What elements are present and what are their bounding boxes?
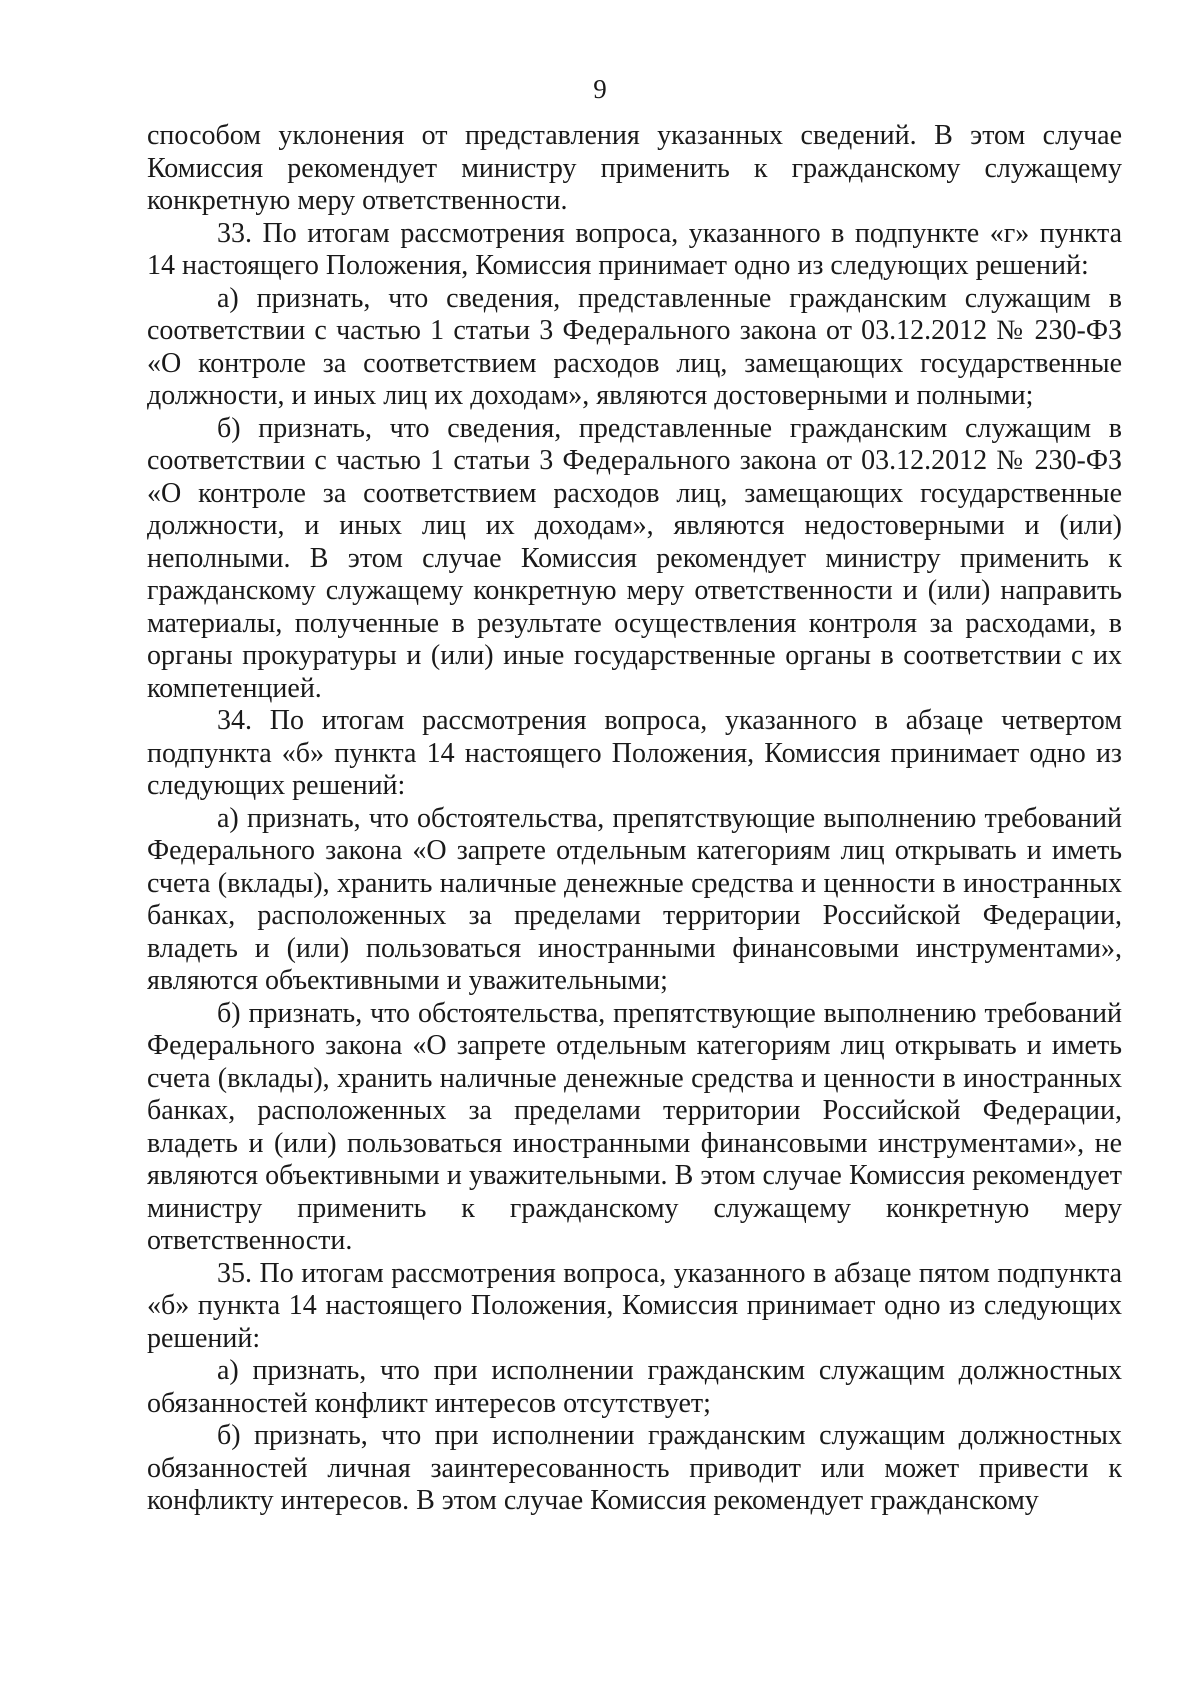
paragraph-item-35-b: б) признать, что при исполнении гражданским служащим должностных обязанностей личная заинтересованность приводит или может привести к конфликту интересов. В этом случае Комиссия рекомендует гражданскому [147,1420,1122,1516]
paragraph-item-33-a: а) признать, что сведения, представленные гражданским служащим в соответствии с частью 1 статьи 3 Федерального закона от 03.12.2012 № 230-ФЗ «О контроле за соответствием расходов лиц, замещающих государственные должности, и иных лиц их доходам», являются достоверными и полными; [147,282,1122,411]
paragraph-item-35-a: а) признать, что при исполнении гражданским служащим должностных обязанностей конфликт интересов отсутствует; [147,1355,1122,1419]
document-body [147,120,1122,1518]
paragraph-continuation: способом уклонения от представления указанных сведений. В этом случае Комиссия рекомендует министру применить к гражданскому служащему конкретную меру ответственности. [147,120,1122,216]
paragraph-item-33: 33. По итогам рассмотрения вопроса, указанного в подпункте «г» пункта 14 настоящего Положения, Комиссия принимает одно из следующих решений: [147,217,1122,281]
page-number: 9 [593,74,607,104]
paragraph-item-35: 35. По итогам рассмотрения вопроса, указанного в абзаце пятом подпункта «б» пункта 14 настоящего Положения, Комиссия принимает одно из следующих решений: [147,1257,1122,1354]
paragraph-item-34: 34. По итогам рассмотрения вопроса, указанного в абзаце четвертом подпункта «б» пункта 14 настоящего Положения, Комиссия принимает одно из следующих решений: [147,705,1122,801]
paragraph-item-34-b: б) признать, что обстоятельства, препятствующие выполнению требований Федерального закона «О запрете отдельным категориям лиц открывать и иметь счета (вклады), хранить наличные денежные средства и ценности в иностранных банках, расположенных за пределами территории Российской Федерации, владеть и (или) пользоваться иностранными финансовыми инструментами», не являются объективными и уважительными. В этом случае Комиссия рекомендует министру применить к гражданскому служащему конкретную меру ответственности. [147,997,1122,1256]
paragraph-item-34-a: а) признать, что обстоятельства, препятствующие выполнению требований Федерального закона «О запрете отдельным категориям лиц открывать и иметь счета (вклады), хранить наличные денежные средства и ценности в иностранных банках, расположенных за пределами территории Российской Федерации, владеть и (или) пользоваться иностранными финансовыми инструментами», являются объективными и уважительными; [147,802,1122,996]
paragraph-item-33-b: б) признать, что сведения, представленные гражданским служащим в соответствии с частью 1 статьи 3 Федерального закона от 03.12.2012 № 230-ФЗ «О контроле за соответствием расходов лиц, замещающих государственные должности, и иных лиц их доходам», являются недостоверными и (или) неполными. В этом случае Комиссия рекомендует министру применить к гражданскому служащему конкретную меру ответственности и (или) направить материалы, полученные в результате осуществления контроля за расходами, в органы прокуратуры и (или) иные государственные органы в соответствии с их компетенцией. [147,412,1122,704]
